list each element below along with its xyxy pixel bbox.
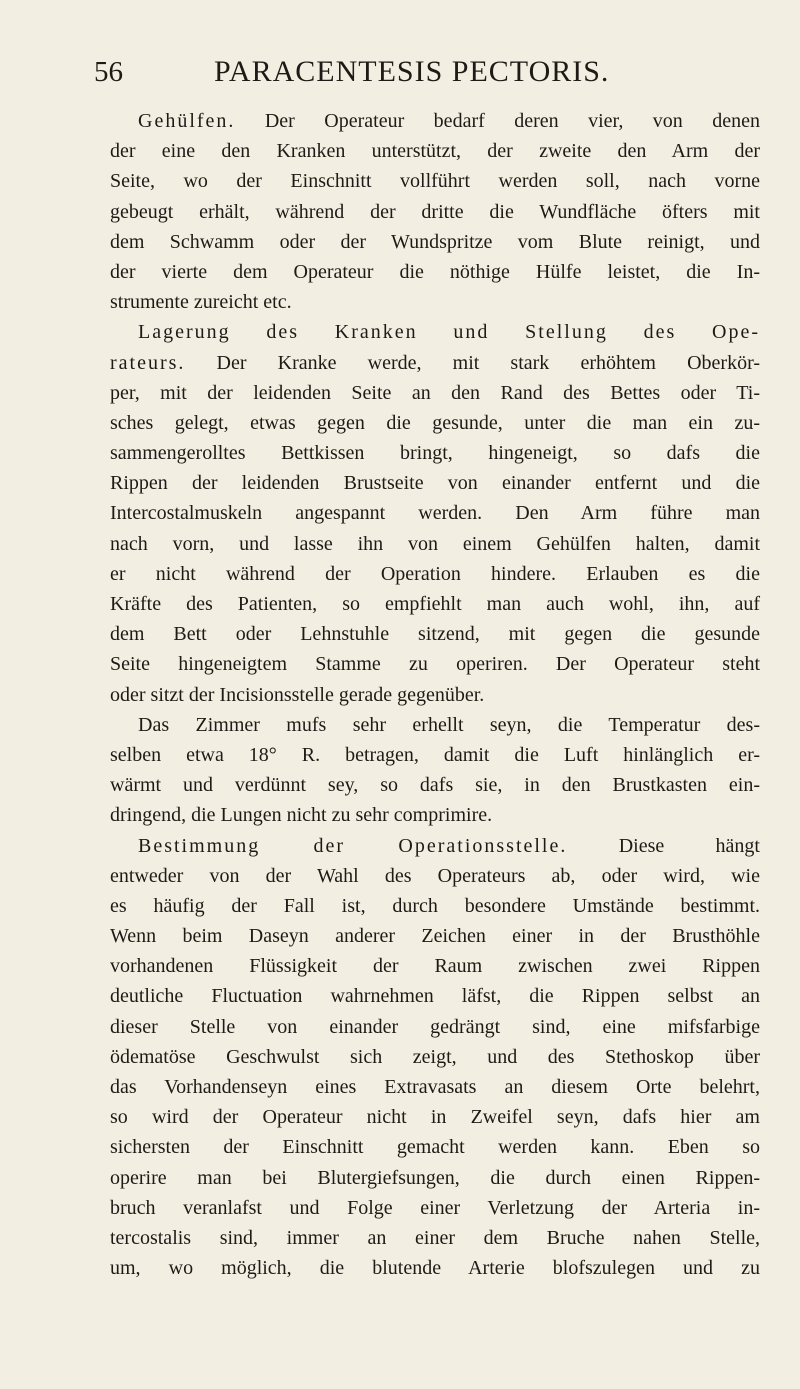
text-line: nach vorn, und lasse ihn von einem Gehülfen halten, damit (110, 532, 760, 555)
page-header (94, 54, 774, 94)
text-line: oder sitzt der Incisionsstelle gerade gegenüber. (110, 683, 485, 706)
page-number: 56 (94, 56, 123, 88)
section-heading: Lagerung des Kranken und Stellung des Ope- (138, 321, 760, 344)
paragraph (110, 106, 760, 317)
text-line: dem Schwamm oder der Wundspritze vom Blute reinigt, und (110, 230, 760, 253)
text-line: der vierte dem Operateur die nöthige Hülfe leistet, die In- (110, 260, 760, 283)
text-line: selben etwa 18° R. betragen, damit die Luft hinlänglich er- (110, 743, 760, 766)
text-line: Rippen der leidenden Brustseite von einander entfernt und die (110, 472, 760, 495)
text-line: sches gelegt, etwas gegen die gesunde, unter die man ein zu- (110, 411, 760, 434)
text-line: operire man bei Blutergiefsungen, die durch einen Rippen- (110, 1166, 760, 1189)
text-line: das Vorhandenseyn eines Extravasats an diesem Orte belehrt, (110, 1076, 760, 1098)
text-line: ödematöse Geschwulst sich zeigt, und des Stethoskop über (110, 1045, 760, 1068)
text-line: so wird der Operateur nicht in Zweifel seyn, dafs hier am (110, 1106, 760, 1129)
text-line: sammengerolltes Bettkissen bringt, hingeneigt, so dafs die (110, 442, 760, 465)
paragraph (110, 710, 760, 831)
text-line: Seite, wo der Einschnitt vollführt werden soll, nach vorne (110, 170, 760, 193)
text-line: entweder von der Wahl des Operateurs ab, oder wird, wie (110, 864, 760, 887)
text-line: Seite hingeneigtem Stamme zu operiren. Der Operateur steht (110, 653, 760, 676)
body-text (110, 106, 760, 1283)
section-heading: Gehülfen. (138, 110, 236, 132)
section-heading: rateurs. (110, 351, 186, 374)
text-line: dringend, die Lungen nicht zu sehr comprimire. (110, 804, 493, 827)
text-line: per, mit der leidenden Seite an den Rand des Bettes oder Ti- (110, 381, 760, 404)
text-line: rateurs. Der Kranke werde, mit stark erhöhtem Oberkör- (110, 351, 760, 374)
text-line: um, wo möglich, die blutende Arterie blofszulegen und zu (110, 1257, 760, 1280)
text-line: Bestimmung der Operationsstelle. Diese hängt (138, 834, 760, 857)
text-line: deutliche Fluctuation wahrnehmen läfst, die Rippen selbst an (110, 985, 760, 1008)
text-line: Das Zimmer mufs sehr erhellt seyn, die Temperatur des- (138, 713, 760, 736)
section-heading: Bestimmung der Operationsstelle. (138, 834, 568, 857)
running-title: PARACENTESIS PECTORIS. (214, 55, 610, 88)
text-line: der eine den Kranken unterstützt, der zweite den Arm der (110, 140, 760, 163)
text-line: strumente zureicht etc. (110, 291, 292, 314)
text-line: er nicht während der Operation hindere. Erlauben es die (110, 562, 760, 585)
text-line: gebeugt erhält, während der dritte die Wundfläche öfters mit (110, 200, 760, 223)
text-line: dem Bett oder Lehnstuhle sitzend, mit gegen die gesunde (110, 623, 760, 646)
text-line: Intercostalmuskeln angespannt werden. Den Arm führe man (110, 502, 760, 525)
text-line: dieser Stelle von einander gedrängt sind, eine mifsfarbige (110, 1015, 760, 1038)
text-line: es häufig der Fall ist, durch besondere Umstände bestimmt. (110, 894, 760, 917)
text-line: Gehülfen. Der Operateur bedarf deren vier, von denen (138, 110, 760, 132)
text-line: wärmt und verdünnt sey, so dafs sie, in den Brustkasten ein- (110, 774, 760, 797)
text-line: Wenn beim Daseyn anderer Zeichen einer in der Brusthöhle (110, 925, 760, 948)
text-line (110, 317, 760, 347)
text-line: vorhandenen Flüssigkeit der Raum zwischen zwei Rippen (110, 955, 760, 978)
text-line: sichersten der Einschnitt gemacht werden kann. Eben so (110, 1136, 760, 1159)
paragraph (110, 317, 760, 709)
text-line: bruch veranlafst und Folge einer Verletzung der Arteria in- (110, 1196, 760, 1219)
text-line: tercostalis sind, immer an einer dem Bruche nahen Stelle, (110, 1226, 760, 1249)
text-line: Kräfte des Patienten, so empfiehlt man auch wohl, ihn, auf (110, 593, 760, 615)
paragraph (110, 831, 760, 1284)
